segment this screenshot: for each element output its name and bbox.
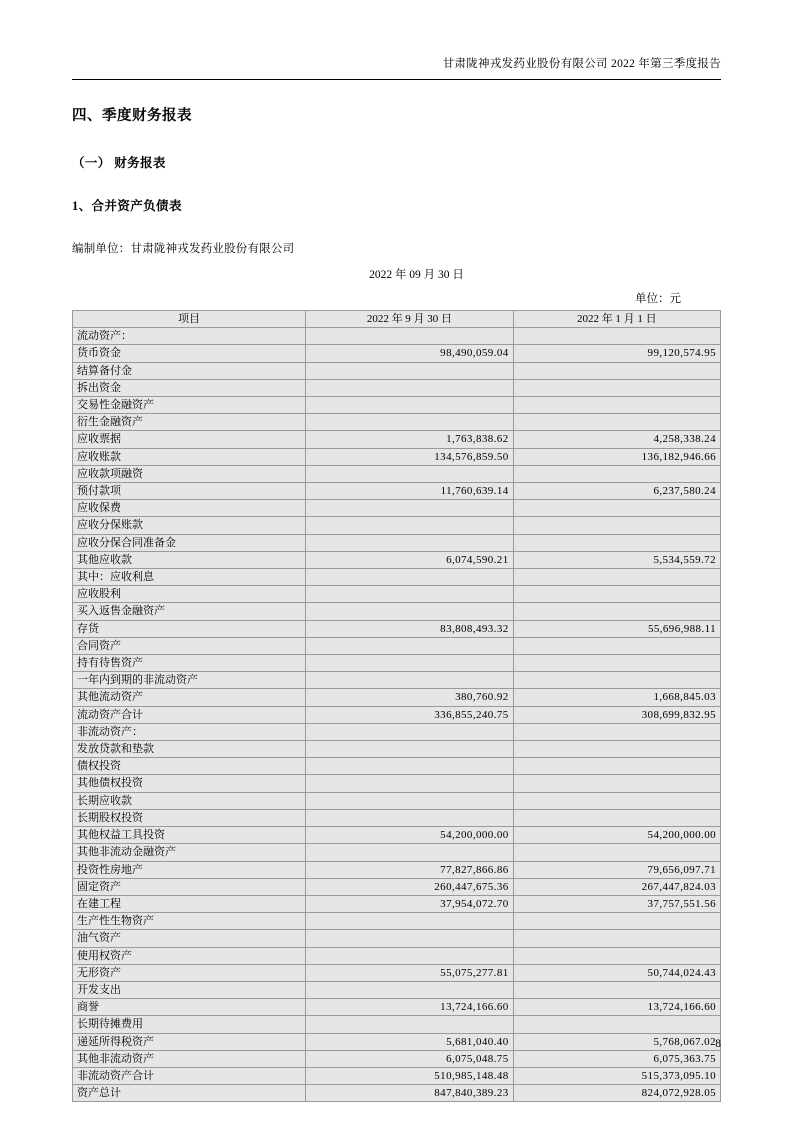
row-value-current	[306, 672, 513, 689]
table-row	[73, 689, 721, 706]
row-value-current	[306, 758, 513, 775]
row-value-prior	[513, 758, 720, 775]
row-value-current: 847,840,389.23	[306, 1085, 513, 1102]
table-row	[73, 1033, 721, 1050]
row-value-current	[306, 328, 513, 345]
row-value-prior: 136,182,946.66	[513, 448, 720, 465]
row-value-current: 83,808,493.32	[306, 620, 513, 637]
table-row	[73, 414, 721, 431]
table-row	[73, 345, 721, 362]
table-body	[73, 328, 721, 1102]
row-value-current	[306, 586, 513, 603]
row-label: 长期股权投资	[73, 809, 306, 826]
row-label: 应收股利	[73, 586, 306, 603]
row-value-current: 260,447,675.36	[306, 878, 513, 895]
page-content	[72, 96, 721, 1102]
table-row	[73, 1067, 721, 1084]
row-value-prior	[513, 775, 720, 792]
table-row	[73, 672, 721, 689]
table-row	[73, 964, 721, 981]
row-value-prior: 50,744,024.43	[513, 964, 720, 981]
table-row	[73, 637, 721, 654]
row-value-prior	[513, 603, 720, 620]
row-value-current	[306, 414, 513, 431]
table-row	[73, 1050, 721, 1067]
table-row	[73, 861, 721, 878]
preparer-line: 编制单位：甘肃陇神戎发药业股份有限公司	[72, 243, 295, 255]
row-value-current	[306, 397, 513, 414]
table-header-row	[73, 311, 721, 328]
table-row	[73, 981, 721, 998]
row-value-prior	[513, 981, 720, 998]
row-value-prior	[513, 723, 720, 740]
row-label: 其他非流动金融资产	[73, 844, 306, 861]
table-row	[73, 500, 721, 517]
row-value-prior: 13,724,166.60	[513, 999, 720, 1016]
row-value-prior	[513, 586, 720, 603]
row-value-prior: 267,447,824.03	[513, 878, 720, 895]
row-value-current	[306, 809, 513, 826]
row-value-current: 11,760,639.14	[306, 483, 513, 500]
table-row	[73, 431, 721, 448]
table-row	[73, 999, 721, 1016]
table-row	[73, 362, 721, 379]
table-row	[73, 1085, 721, 1102]
row-value-current	[306, 465, 513, 482]
table-row	[73, 620, 721, 637]
row-value-prior: 1,668,845.03	[513, 689, 720, 706]
row-value-prior	[513, 534, 720, 551]
table-row	[73, 379, 721, 396]
table-row	[73, 483, 721, 500]
row-value-prior	[513, 844, 720, 861]
row-label: 应收分保账款	[73, 517, 306, 534]
row-value-current: 54,200,000.00	[306, 827, 513, 844]
table-heading: 1、合并资产负债表	[72, 199, 182, 213]
row-value-current: 510,985,148.48	[306, 1067, 513, 1084]
row-value-current: 5,681,040.40	[306, 1033, 513, 1050]
row-value-prior	[513, 913, 720, 930]
row-value-prior: 5,768,067.02	[513, 1033, 720, 1050]
row-label: 拆出资金	[73, 379, 306, 396]
row-value-current	[306, 379, 513, 396]
row-label: 在建工程	[73, 895, 306, 912]
header-divider	[72, 79, 721, 80]
table-row	[73, 448, 721, 465]
section-heading: 四、季度财务报表	[72, 108, 192, 124]
table-row	[73, 551, 721, 568]
row-value-prior: 6,237,580.24	[513, 483, 720, 500]
row-value-current	[306, 517, 513, 534]
row-label: 非流动资产合计	[73, 1067, 306, 1084]
subsection-heading: （一） 财务报表	[72, 156, 166, 170]
table-row	[73, 706, 721, 723]
row-label: 交易性金融资产	[73, 397, 306, 414]
row-value-current	[306, 913, 513, 930]
row-value-current: 37,954,072.70	[306, 895, 513, 912]
row-label: 买入返售金融资产	[73, 603, 306, 620]
row-value-current: 6,074,590.21	[306, 551, 513, 568]
row-value-current	[306, 569, 513, 586]
table-row	[73, 775, 721, 792]
row-value-current	[306, 500, 513, 517]
row-label: 长期应收款	[73, 792, 306, 809]
row-value-current	[306, 947, 513, 964]
row-value-prior	[513, 930, 720, 947]
row-value-prior	[513, 328, 720, 345]
row-label: 结算备付金	[73, 362, 306, 379]
row-value-prior	[513, 569, 720, 586]
row-label: 使用权资产	[73, 947, 306, 964]
row-label: 一年内到期的非流动资产	[73, 672, 306, 689]
row-value-current: 55,075,277.81	[306, 964, 513, 981]
table-row	[73, 913, 721, 930]
row-label: 生产性生物资产	[73, 913, 306, 930]
row-value-prior: 5,534,559.72	[513, 551, 720, 568]
row-label: 商誉	[73, 999, 306, 1016]
row-value-current	[306, 534, 513, 551]
row-value-current	[306, 655, 513, 672]
row-value-prior	[513, 465, 720, 482]
running-header: 甘肃陇神戎发药业股份有限公司 2022 年第三季度报告	[442, 58, 721, 70]
row-value-current: 336,855,240.75	[306, 706, 513, 723]
row-value-current	[306, 637, 513, 654]
table-row	[73, 569, 721, 586]
row-label: 合同资产	[73, 637, 306, 654]
row-value-current: 1,763,838.62	[306, 431, 513, 448]
row-value-prior	[513, 809, 720, 826]
row-label: 发放贷款和垫款	[73, 741, 306, 758]
row-value-current	[306, 362, 513, 379]
row-value-current: 13,724,166.60	[306, 999, 513, 1016]
row-value-current	[306, 741, 513, 758]
table-row	[73, 809, 721, 826]
row-label: 预付款项	[73, 483, 306, 500]
row-label: 其他债权投资	[73, 775, 306, 792]
row-value-prior	[513, 655, 720, 672]
row-label: 货币资金	[73, 345, 306, 362]
column-header-item: 项目	[73, 311, 306, 328]
row-label: 流动资产合计	[73, 706, 306, 723]
table-row	[73, 534, 721, 551]
table-row	[73, 878, 721, 895]
row-label: 其他流动资产	[73, 689, 306, 706]
row-value-prior: 4,258,338.24	[513, 431, 720, 448]
row-value-current	[306, 792, 513, 809]
row-label: 递延所得税资产	[73, 1033, 306, 1050]
column-header-period-prior: 2022 年 1 月 1 日	[513, 311, 720, 328]
row-value-prior	[513, 500, 720, 517]
row-value-prior: 99,120,574.95	[513, 345, 720, 362]
row-value-prior: 824,072,928.05	[513, 1085, 720, 1102]
table-row	[73, 758, 721, 775]
row-label: 资产总计	[73, 1085, 306, 1102]
row-value-current: 380,760.92	[306, 689, 513, 706]
report-date-line: 2022 年 09 月 30 日	[369, 269, 464, 281]
row-label: 其中：应收利息	[73, 569, 306, 586]
row-label: 投资性房地产	[73, 861, 306, 878]
row-value-prior: 6,075,363.75	[513, 1050, 720, 1067]
row-value-current	[306, 775, 513, 792]
row-value-prior	[513, 379, 720, 396]
row-value-current	[306, 603, 513, 620]
row-value-current: 6,075,048.75	[306, 1050, 513, 1067]
row-value-current	[306, 930, 513, 947]
row-value-prior	[513, 637, 720, 654]
row-value-prior	[513, 1016, 720, 1033]
row-label: 持有待售资产	[73, 655, 306, 672]
table-row	[73, 397, 721, 414]
row-value-prior: 308,699,832.95	[513, 706, 720, 723]
row-value-prior	[513, 672, 720, 689]
row-label: 应收票据	[73, 431, 306, 448]
row-label: 开发支出	[73, 981, 306, 998]
balance-sheet-table	[72, 310, 721, 1102]
row-value-current	[306, 723, 513, 740]
row-value-prior: 79,656,097.71	[513, 861, 720, 878]
row-value-prior	[513, 741, 720, 758]
row-value-prior: 55,696,988.11	[513, 620, 720, 637]
row-label: 油气资产	[73, 930, 306, 947]
row-label: 存货	[73, 620, 306, 637]
table-row	[73, 930, 721, 947]
row-value-prior	[513, 947, 720, 964]
row-label: 衍生金融资产	[73, 414, 306, 431]
row-value-current	[306, 844, 513, 861]
table-row	[73, 586, 721, 603]
row-value-current	[306, 1016, 513, 1033]
row-value-prior	[513, 397, 720, 414]
table-row	[73, 655, 721, 672]
table-row	[73, 603, 721, 620]
table-row	[73, 723, 721, 740]
table-row	[73, 517, 721, 534]
row-value-prior: 515,373,095.10	[513, 1067, 720, 1084]
row-label: 长期待摊费用	[73, 1016, 306, 1033]
table-row	[73, 1016, 721, 1033]
row-value-current: 98,490,059.04	[306, 345, 513, 362]
row-value-prior: 37,757,551.56	[513, 895, 720, 912]
row-label: 无形资产	[73, 964, 306, 981]
row-label: 债权投资	[73, 758, 306, 775]
row-label: 应收账款	[73, 448, 306, 465]
table-row	[73, 947, 721, 964]
row-value-prior: 54,200,000.00	[513, 827, 720, 844]
row-label: 非流动资产：	[73, 723, 306, 740]
table-row	[73, 827, 721, 844]
table-row	[73, 741, 721, 758]
row-label: 应收分保合同准备金	[73, 534, 306, 551]
row-value-current: 77,827,866.86	[306, 861, 513, 878]
table-row	[73, 328, 721, 345]
row-label: 流动资产：	[73, 328, 306, 345]
row-label: 其他应收款	[73, 551, 306, 568]
row-label: 应收保费	[73, 500, 306, 517]
unit-line: 单位：元	[635, 293, 681, 305]
table-row	[73, 792, 721, 809]
row-value-prior	[513, 792, 720, 809]
row-label: 其他非流动资产	[73, 1050, 306, 1067]
page-number: 8	[715, 1038, 721, 1050]
table-row	[73, 895, 721, 912]
row-label: 其他权益工具投资	[73, 827, 306, 844]
row-value-prior	[513, 414, 720, 431]
row-value-current: 134,576,859.50	[306, 448, 513, 465]
row-label: 应收款项融资	[73, 465, 306, 482]
column-header-period-current: 2022 年 9 月 30 日	[306, 311, 513, 328]
table-row	[73, 844, 721, 861]
row-value-current	[306, 981, 513, 998]
row-label: 固定资产	[73, 878, 306, 895]
row-value-prior	[513, 362, 720, 379]
row-value-prior	[513, 517, 720, 534]
table-row	[73, 465, 721, 482]
